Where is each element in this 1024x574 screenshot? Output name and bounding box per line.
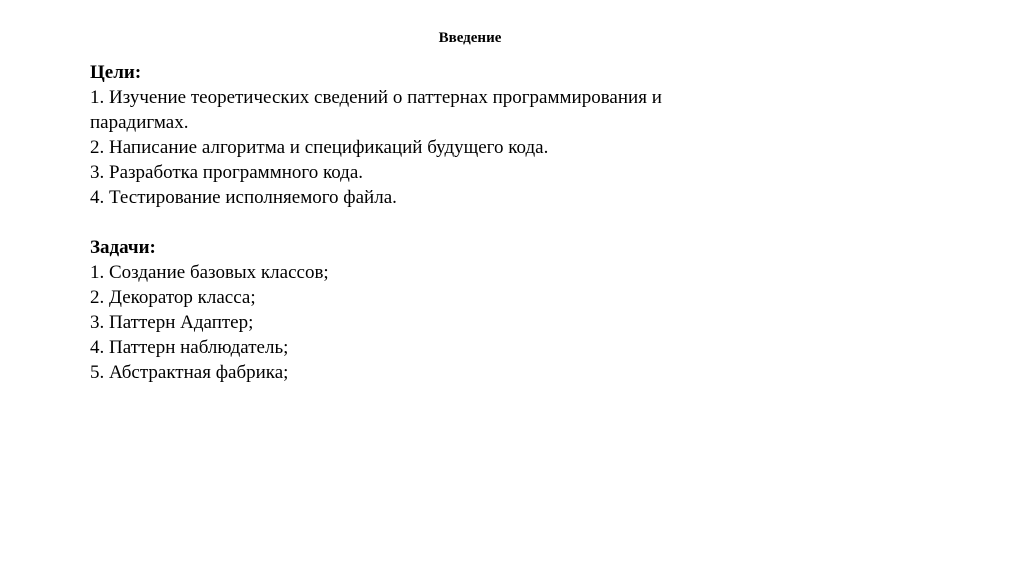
tasks-heading: Задачи: [90, 237, 156, 258]
goal-line: 2. Написание алгоритма и спецификаций будущего кода. [90, 137, 549, 158]
section-spacer [90, 210, 830, 235]
slide-title: Введение [438, 30, 502, 46]
task-line: 1. Создание базовых классов; [90, 262, 329, 283]
task-line: 3. Паттерн Адаптер; [90, 312, 254, 333]
goal-line: 1. Изучение теоретических сведений о паттернах программирования и [90, 87, 662, 108]
task-line: 4. Паттерн наблюдатель; [90, 337, 289, 358]
task-line: 5. Абстрактная фабрика; [90, 362, 289, 383]
task-line: 2. Декоратор класса; [90, 287, 256, 308]
goal-line: парадигмах. [90, 112, 189, 133]
slide-content [90, 60, 830, 385]
goal-line: 4. Тестирование исполняемого файла. [90, 187, 397, 208]
goal-line: 3. Разработка программного кода. [90, 162, 364, 183]
goals-heading: Цели: [90, 62, 142, 83]
